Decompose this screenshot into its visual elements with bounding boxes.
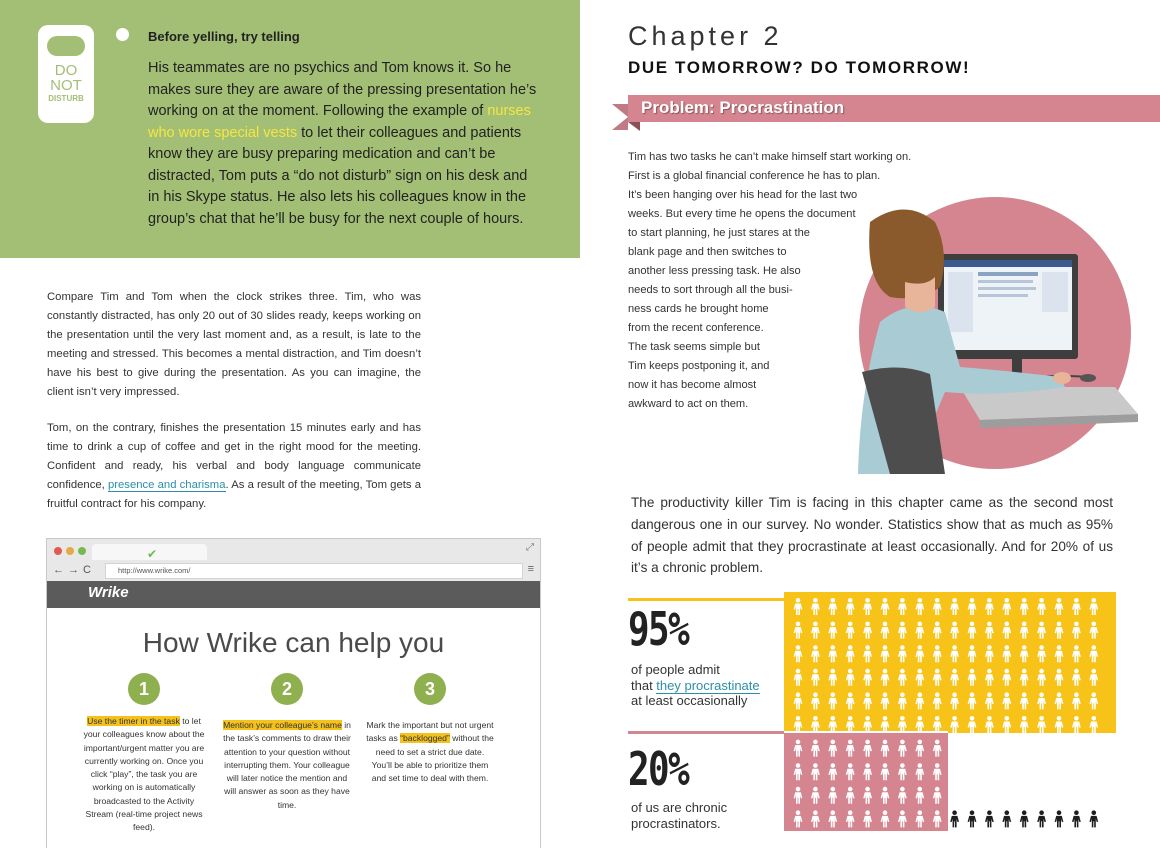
person-icon: [794, 740, 803, 757]
person-icon: [933, 622, 942, 639]
person-icon: [933, 810, 942, 827]
ribbon-fold: [612, 104, 628, 130]
person-icon: [1055, 763, 1064, 780]
story-line: another less pressing task. He also: [628, 265, 801, 277]
person-icon: [950, 692, 959, 709]
person-icon: [881, 787, 890, 804]
person-icon: [846, 787, 855, 804]
person-icon: [898, 645, 907, 662]
person-icon: [1089, 716, 1098, 733]
person-icon: [898, 669, 907, 686]
person-icon: [811, 787, 820, 804]
minimize-dot-icon: [66, 547, 74, 555]
person-icon: [1002, 787, 1011, 804]
person-icon: [968, 669, 977, 686]
story-line: Tim has two tasks he can’t make himself start working on.: [628, 151, 912, 163]
person-icon-black: [950, 810, 959, 827]
person-icon: [1002, 692, 1011, 709]
person-icon: [1055, 622, 1064, 639]
person-icon: [898, 810, 907, 827]
person-icon: [950, 669, 959, 686]
person-icon: [1055, 716, 1064, 733]
person-icon: [863, 692, 872, 709]
person-icon: [828, 669, 837, 686]
story-line: It’s been hanging over his head for the last two: [628, 189, 858, 201]
person-icon: [1055, 692, 1064, 709]
story-line: weeks. But every time he opens the document: [628, 208, 856, 220]
person-icon: [985, 669, 994, 686]
stat2-value: 20%: [628, 742, 689, 796]
person-icon: [898, 787, 907, 804]
person-icon: [933, 598, 942, 615]
person-icon: [1020, 763, 1029, 780]
person-icon: [985, 645, 994, 662]
person-icon: [863, 787, 872, 804]
stats-paragraph: The productivity killer Tim is facing in this chapter came as the second most dangerous one in our survey. No wonder. Statistics show that as much as 95% of people admit that they procrastinate at least occasionally. And for 20% of us it’s a chronic problem.: [631, 495, 1113, 576]
person-icon: [898, 740, 907, 757]
ribbon-shadow: [628, 122, 640, 131]
chapter-title: Chapter 2: [628, 21, 783, 51]
person-icon: [915, 787, 924, 804]
url-bar[interactable]: http://www.wrike.com/: [105, 563, 523, 579]
person-icon: [846, 716, 855, 733]
person-icon: [846, 645, 855, 662]
person-icon: [1037, 645, 1046, 662]
person-icon: [915, 810, 924, 827]
person-icon: [1020, 669, 1029, 686]
person-icon: [933, 716, 942, 733]
close-dot-icon: [54, 547, 62, 555]
person-icon: [1002, 716, 1011, 733]
person-icon: [828, 716, 837, 733]
person-icon: [1020, 692, 1029, 709]
person-icon-black: [1020, 810, 1029, 827]
person-icon: [863, 763, 872, 780]
people-infographic: [784, 592, 1116, 832]
browser-tab[interactable]: [92, 544, 207, 560]
person-icon: [933, 787, 942, 804]
person-icon: [1072, 763, 1081, 780]
person-icon: [1002, 740, 1011, 757]
wrike-browser-mockup: [46, 538, 541, 848]
person-icon: [1037, 692, 1046, 709]
person-icon: [1020, 740, 1029, 757]
person-icon: [811, 598, 820, 615]
person-icon: [968, 645, 977, 662]
person-icon: [915, 622, 924, 639]
person-icon: [968, 740, 977, 757]
person-icon: [968, 692, 977, 709]
person-icon: [846, 622, 855, 639]
person-icon-black: [968, 810, 977, 827]
person-icon: [915, 645, 924, 662]
person-icon: [1089, 763, 1098, 780]
chapter-subtitle: DUE TOMORROW? DO TOMORROW!: [628, 58, 971, 77]
person-icon: [933, 763, 942, 780]
person-icon: [1055, 669, 1064, 686]
person-icon: [828, 787, 837, 804]
person-icon-black: [1072, 810, 1081, 827]
bullet-icon: [116, 28, 129, 41]
person-icon-black: [1037, 810, 1046, 827]
person-icon: [811, 716, 820, 733]
person-icon: [915, 763, 924, 780]
person-icon: [794, 669, 803, 686]
person-icon: [950, 740, 959, 757]
person-icon: [968, 787, 977, 804]
person-icon: [794, 787, 803, 804]
story-line: The task seems simple but: [628, 341, 760, 353]
person-icon: [881, 692, 890, 709]
person-icon: [1037, 716, 1046, 733]
person-icon: [1037, 787, 1046, 804]
person-icon: [863, 810, 872, 827]
person-icon: [811, 692, 820, 709]
person-icon: [1037, 622, 1046, 639]
person-icon: [828, 763, 837, 780]
person-icon: [1002, 622, 1011, 639]
person-icon: [881, 740, 890, 757]
person-icon: [898, 716, 907, 733]
person-icon: [1072, 716, 1081, 733]
person-icon: [1020, 598, 1029, 615]
step-3-badge: 3: [414, 673, 446, 705]
person-icon: [1072, 622, 1081, 639]
stat1-caption: of people admit that they procrastinate at least occasionally: [631, 662, 760, 709]
person-icon: [968, 598, 977, 615]
person-icon-black: [1089, 810, 1098, 827]
person-icon: [1072, 740, 1081, 757]
person-icon: [881, 669, 890, 686]
person-icon: [1020, 645, 1029, 662]
help-title: How Wrike can help you: [142, 627, 445, 658]
person-icon: [881, 645, 890, 662]
stat1-divider: [628, 598, 784, 601]
person-icon: [985, 692, 994, 709]
menu-icon[interactable]: ≡: [527, 563, 534, 575]
person-icon: [863, 598, 872, 615]
person-icon: [1072, 669, 1081, 686]
person-icon: [794, 598, 803, 615]
person-icon: [985, 716, 994, 733]
person-icon: [898, 622, 907, 639]
person-icon: [985, 740, 994, 757]
person-icon: [846, 692, 855, 709]
person-icon: [828, 740, 837, 757]
person-icon: [828, 810, 837, 827]
person-icon: [863, 669, 872, 686]
person-icon-black: [1055, 810, 1064, 827]
tip-body: His teammates are no psychics and Tom knows it. So he makes sure they are aware of the pressing presentation he’s working on at the moment. Following the example of nurses who wore special vests to let their colleagues and patients know they are busy preparing medication and can’t be distracted, Tom puts a “do not disturb” sign on his desk and in his Skype status. He also lets his colleagues know in the group’s chat that he’ll be busy for the next couple of hours.: [148, 60, 537, 227]
stat2-divider: [628, 731, 784, 734]
person-icon: [1089, 598, 1098, 615]
maximize-dot-icon: [78, 547, 86, 555]
person-icon: [1089, 787, 1098, 804]
person-icon: [811, 645, 820, 662]
wrike-logo: Wrike: [88, 584, 129, 601]
person-icon: [1055, 787, 1064, 804]
person-icon: [950, 787, 959, 804]
person-icon: [915, 740, 924, 757]
step-1-text: Use the timer in the task to let your colleagues know about the important/urgent matter you are currently working on. Once you click “play”, the task you are working on is automatically broadcasted to the Activity Stream (real-time project news feed).: [83, 716, 205, 833]
person-icon: [846, 598, 855, 615]
person-icon: [863, 645, 872, 662]
person-icon: [898, 692, 907, 709]
person-icon: [881, 716, 890, 733]
expand-icon[interactable]: ⤢: [526, 542, 534, 553]
person-icon: [828, 622, 837, 639]
person-icon: [898, 763, 907, 780]
person-icon: [1089, 622, 1098, 639]
person-icon: [968, 716, 977, 733]
person-icon: [1037, 740, 1046, 757]
story-line: Tim keeps postponing it, and: [628, 360, 770, 372]
story-line: from the recent conference.: [628, 322, 764, 334]
person-icon: [863, 622, 872, 639]
person-icon: [811, 669, 820, 686]
person-icon: [985, 598, 994, 615]
person-icon: [828, 645, 837, 662]
person-icon: [950, 763, 959, 780]
step-1-badge: 1: [128, 673, 160, 705]
person-icon: [1089, 740, 1098, 757]
person-icon: [985, 763, 994, 780]
person-icon: [881, 622, 890, 639]
person-icon: [1055, 740, 1064, 757]
story-line: ness cards he brought home: [628, 303, 769, 315]
person-icon: [811, 810, 820, 827]
person-icon: [1002, 645, 1011, 662]
story-line: now it has become almost: [628, 379, 757, 391]
person-icon: [915, 716, 924, 733]
person-icon: [846, 763, 855, 780]
person-icon: [985, 622, 994, 639]
person-icon: [1055, 598, 1064, 615]
person-icon: [794, 810, 803, 827]
person-icon: [794, 692, 803, 709]
person-icon: [968, 622, 977, 639]
person-icon: [915, 598, 924, 615]
person-icon: [828, 692, 837, 709]
person-icon: [1072, 598, 1081, 615]
person-icon: [933, 692, 942, 709]
step-3-text: Mark the important but not urgent tasks as “backlogged” without the need to set a strict due date. You’ll be able to prioritize them and set time to deal with them.: [366, 720, 494, 784]
person-icon: [881, 598, 890, 615]
person-icon: [794, 622, 803, 639]
person-icon: [950, 622, 959, 639]
paragraph-tom: Tom, on the contrary, finishes the presentation 15 minutes early and has time to drink a cup of coffee and get in the right mood for the meeting. Confident and ready, his verbal and body language communicate confidence, presence and charisma. As a result of the meeting, Tom gets a fruitful contract for his company.: [47, 422, 421, 510]
person-icon: [1037, 669, 1046, 686]
person-icon: [1072, 787, 1081, 804]
person-icon: [968, 763, 977, 780]
person-icon: [846, 740, 855, 757]
ribbon-title: Problem: Procrastination: [641, 98, 845, 117]
procrastinate-link[interactable]: they procrastinate: [656, 677, 760, 693]
person-icon: [915, 669, 924, 686]
person-icon: [811, 740, 820, 757]
story-line: blank page and then switches to: [628, 246, 787, 258]
person-icon: [985, 787, 994, 804]
stat1-value: 95%: [628, 602, 689, 656]
person-icon-black: [1002, 810, 1011, 827]
nav-arrows-icon[interactable]: ←→C: [53, 564, 95, 576]
person-icon: [1089, 669, 1098, 686]
person-icon: [950, 645, 959, 662]
do-not-disturb-sign-icon: DO NOT DISTURB: [38, 25, 94, 123]
person-icon: [915, 692, 924, 709]
person-icon: [794, 645, 803, 662]
person-icon: [1072, 692, 1081, 709]
person-icon: [1020, 716, 1029, 733]
story-line: needs to sort through all the busi-: [628, 284, 793, 296]
person-icon-black: [985, 810, 994, 827]
person-icon: [950, 598, 959, 615]
presence-charisma-link[interactable]: presence and charisma: [107, 479, 226, 491]
stat2-caption: of us are chronic procrastinators.: [631, 800, 728, 831]
tim-at-computer-illustration: [850, 192, 1140, 474]
step-2-badge: 2: [271, 673, 303, 705]
person-icon: [811, 763, 820, 780]
person-icon: [1037, 763, 1046, 780]
person-icon: [933, 740, 942, 757]
person-icon: [863, 716, 872, 733]
person-icon: [811, 622, 820, 639]
person-icon: [1037, 598, 1046, 615]
person-icon: [1089, 692, 1098, 709]
person-icon: [794, 716, 803, 733]
person-icon: [933, 645, 942, 662]
person-icon: [846, 810, 855, 827]
person-icon: [1020, 787, 1029, 804]
person-icon: [828, 598, 837, 615]
person-icon: [1055, 645, 1064, 662]
step-2-text: Mention your colleague’s name in the task’s comments to draw their attention to your question without interrupting them. Your colleague will later notice the mention and will answer as soon as they have time.: [223, 720, 351, 810]
paragraph-tim: Compare Tim and Tom when the clock strikes three. Tim, who was constantly distracted, has only 20 out of 30 slides ready, keeps working on the presentation until the very last moment and, as a result, is late to the meeting and stressed. This becomes a mental distraction, and Tim doesn’t have his best to give during the presentation. As you can imagine, the client isn’t very impressed.: [47, 291, 421, 398]
check-icon: ✔: [147, 547, 158, 561]
story-line: First is a global financial conference he has to plan.: [628, 170, 881, 182]
person-icon: [1002, 669, 1011, 686]
person-icon: [1002, 763, 1011, 780]
story-line: to start planning, he just stares at the: [628, 227, 810, 239]
person-icon: [1002, 598, 1011, 615]
nurses-link[interactable]: nurses who wore special vests: [148, 103, 531, 141]
tip-heading: Before yelling, try telling: [148, 29, 300, 44]
person-icon: [950, 716, 959, 733]
person-icon: [863, 740, 872, 757]
person-icon: [1020, 622, 1029, 639]
person-icon: [898, 598, 907, 615]
person-icon: [881, 763, 890, 780]
person-icon: [794, 763, 803, 780]
person-icon: [1089, 645, 1098, 662]
person-icon: [881, 810, 890, 827]
person-icon: [933, 669, 942, 686]
person-icon: [846, 669, 855, 686]
person-icon: [1072, 645, 1081, 662]
story-line: awkward to act on them.: [628, 398, 749, 410]
